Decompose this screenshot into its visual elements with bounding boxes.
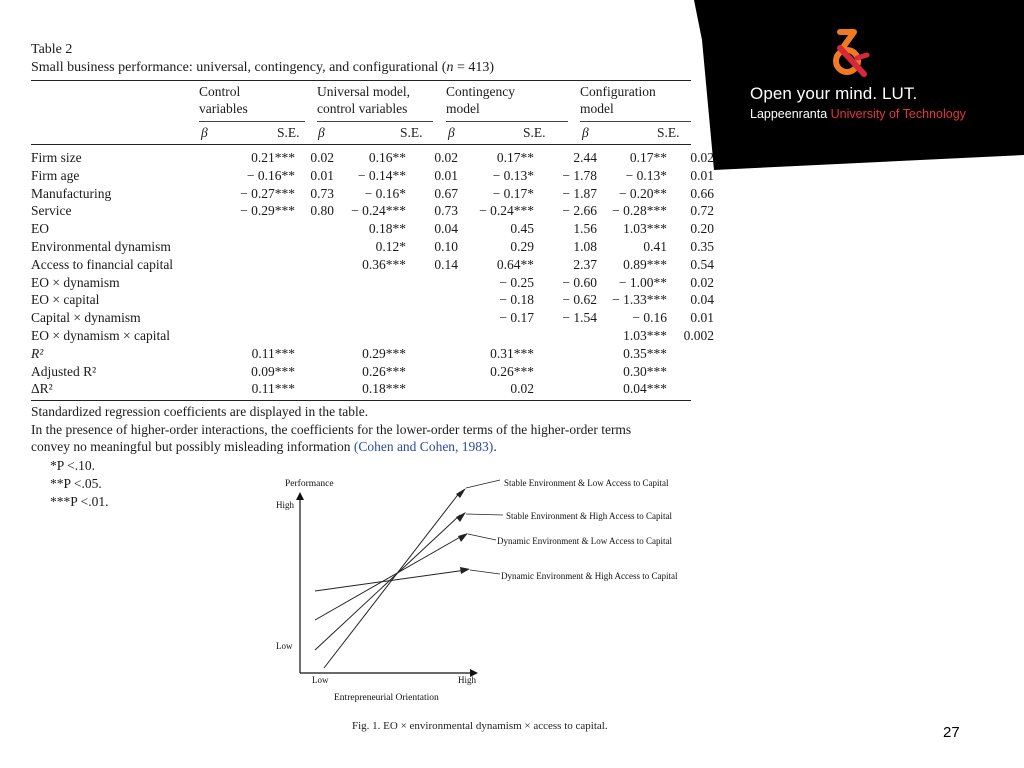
row-label: Firm size <box>31 150 82 165</box>
beta-header: β <box>582 125 589 140</box>
se-header: S.E. <box>400 125 423 140</box>
line-label-1: Stable Environment & Low Access to Capital <box>504 478 669 488</box>
row-label: EO × capital <box>31 292 100 308</box>
table-body <box>31 149 714 398</box>
beta-header: β <box>201 125 208 140</box>
table-top-rule <box>31 80 691 81</box>
row-label: Adjusted R² <box>31 363 97 379</box>
row-label: Environmental dynamism <box>31 238 171 254</box>
table-row: Capital × dynamism − 0.17 − 1.54 − 0.16 0.01 <box>31 310 714 326</box>
interaction-figure <box>260 470 715 710</box>
leader-line <box>470 570 500 574</box>
line-label-3: Dynamic Environment & Low Access to Capital <box>497 536 672 546</box>
row-label: Access to financial capital <box>31 256 174 272</box>
y-tick-high: High <box>276 500 294 510</box>
y-axis-arrow-icon <box>296 492 304 500</box>
lut-logo-icon <box>830 28 872 78</box>
line-dynamic-low-capital <box>315 536 462 620</box>
arrowhead-icon <box>456 512 466 522</box>
table-row: EO × capital − 0.18 − 0.62 − 1.33*** 0.04 <box>31 292 714 308</box>
row-label: Firm age <box>31 167 80 183</box>
header-rule <box>31 144 691 145</box>
group-rule-control <box>199 121 305 122</box>
row-label: Manufacturing <box>31 185 112 201</box>
table-row: ΔR² 0.11*** 0.18*** 0.02 0.04*** <box>31 381 667 397</box>
row-label: EO × dynamism × capital <box>31 327 170 343</box>
line-dynamic-high-capital <box>315 570 466 591</box>
arrowhead-icon <box>460 567 470 574</box>
group-header-universal: Universal model, control variables <box>317 84 410 116</box>
row-label: Service <box>31 203 72 219</box>
beta-header: β <box>448 125 455 140</box>
table-row: Firm age − 0.16** 0.01 − 0.14** 0.01 − 0.13* − 1.78 − 0.13* 0.01 <box>31 167 714 183</box>
se-header: S.E. <box>523 125 546 140</box>
table-caption: Small business performance: universal, contingency, and configurational (n = 413) <box>31 60 495 75</box>
table-row: EO × dynamism × capital 1.03*** 0.002 <box>31 327 714 343</box>
significance-note-2: **P <.05. <box>50 476 102 491</box>
leader-line <box>466 514 503 515</box>
se-header: S.E. <box>277 125 300 140</box>
table-row: Service − 0.29*** 0.80 − 0.24*** 0.73 − 0.24*** − 2.66 − 0.28*** 0.72 <box>31 203 714 219</box>
brand-tagline: Open your mind. LUT. <box>750 84 918 103</box>
table-row: Firm size 0.21*** 0.02 0.16** 0.02 0.17** 2.44 0.17** 0.02 <box>31 150 714 165</box>
line-label-4: Dynamic Environment & High Access to Capital <box>501 571 678 581</box>
group-rule-configuration <box>580 121 691 122</box>
se-header: S.E. <box>657 125 680 140</box>
leader-line <box>468 534 496 540</box>
y-axis-title: Performance <box>285 479 334 489</box>
table-bottom-rule <box>31 400 691 401</box>
table-notes <box>31 403 711 456</box>
citation-link: (Cohen and Cohen, 1983) <box>353 439 494 454</box>
table-row: Adjusted R² 0.09*** 0.26*** 0.26*** 0.30*** <box>31 363 667 379</box>
table-title: Table 2 <box>31 42 73 57</box>
table-row: Access to financial capital 0.36*** 0.14 0.64** 2.37 0.89*** 0.54 <box>31 256 714 272</box>
group-header-configuration: Configuration model <box>580 84 656 116</box>
x-axis-title: Entrepreneurial Orientation <box>334 693 439 703</box>
table-row: Manufacturing − 0.27*** 0.73 − 0.16* 0.67 − 0.17* − 1.87 − 0.20** 0.66 <box>31 185 714 201</box>
x-tick-low: Low <box>312 675 329 685</box>
x-tick-high: High <box>458 675 476 685</box>
note-interactions-1: In the presence of higher-order interactions, the coefficients for the lower-order terms of the higher-order terms <box>31 421 632 437</box>
leader-line <box>466 480 500 488</box>
beta-header: β <box>318 125 325 140</box>
brand-university-name: University of Technology <box>830 107 966 121</box>
table-row: Environmental dynamism 0.12* 0.10 0.29 1.08 0.41 0.35 <box>31 238 714 254</box>
line-label-2: Stable Environment & High Access to Capital <box>506 511 672 521</box>
arrowhead-icon <box>458 533 468 542</box>
note-interactions-2: convey no meaningful but possibly misleading information (Cohen and Cohen, 1983). <box>31 439 497 454</box>
note-standardized: Standardized regression coefficients are displayed in the table. <box>31 404 369 419</box>
page-number: 27 <box>943 724 960 741</box>
table-row: EO 0.18** 0.04 0.45 1.56 1.03*** 0.20 <box>31 221 714 237</box>
group-rule-contingency <box>446 121 568 122</box>
group-header-contingency: Contingency model <box>446 84 515 116</box>
figure-caption: Fig. 1. EO × environmental dynamism × access to capital. <box>352 720 608 732</box>
table-row: EO × dynamism − 0.25 − 0.60 − 1.00** 0.02 <box>31 274 714 290</box>
arrowhead-icon <box>456 488 466 498</box>
row-label: R² <box>31 345 44 361</box>
line-stable-high-capital <box>315 515 460 650</box>
table-row: R² 0.11*** 0.29*** 0.31*** 0.35*** <box>31 345 667 361</box>
significance-note-1: *P <.10. <box>50 458 95 473</box>
significance-note-3: ***P <.01. <box>50 494 109 509</box>
row-label: EO <box>31 221 49 237</box>
y-tick-low: Low <box>276 641 293 651</box>
brand-panel <box>694 0 1024 170</box>
brand-university <box>750 107 966 121</box>
brand-city: Lappeenranta <box>750 107 828 121</box>
row-label: ΔR² <box>31 381 53 397</box>
row-label: Capital × dynamism <box>31 310 141 326</box>
group-rule-universal <box>317 121 433 122</box>
row-label: EO × dynamism <box>31 274 120 290</box>
group-header-control: Control variables <box>199 84 248 116</box>
